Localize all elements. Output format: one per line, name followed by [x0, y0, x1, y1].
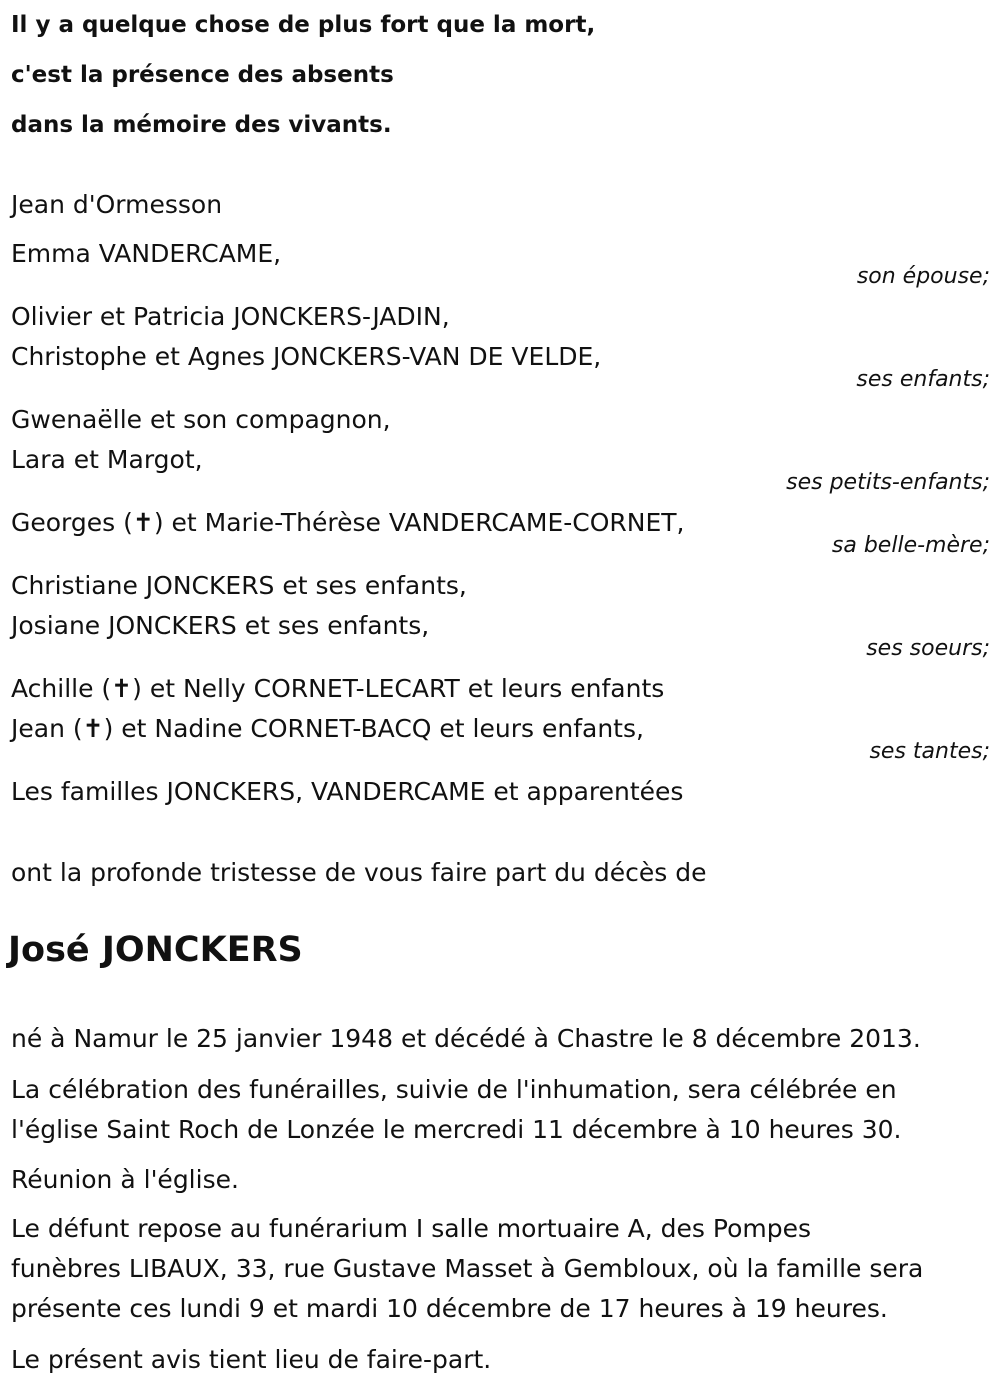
text-segment: Jean ( — [11, 714, 83, 743]
quote-author: Jean d'Ormesson — [11, 190, 223, 219]
text-segment: Achille ( — [11, 674, 112, 703]
cross-icon: ✝ — [82, 714, 104, 743]
family-grandchildren-line-1: Gwenaëlle et son compagnon, — [11, 405, 391, 434]
cross-icon: ✝ — [111, 674, 133, 703]
family-aunts-line-2 — [11, 714, 644, 743]
text-segment: Georges ( — [11, 508, 133, 537]
announcement-text: ont la profonde tristesse de vous faire part du décès de — [11, 858, 707, 887]
family-sisters-line-1: Christiane JONCKERS et ses enfants, — [11, 571, 467, 600]
role-grandchildren: ses petits-enfants; — [786, 470, 990, 495]
funerarium-line-2: funèbres LIBAUX, 33, rue Gustave Masset à Gembloux, où la famille sera — [11, 1254, 924, 1283]
family-grandchildren-line-2: Lara et Margot, — [11, 445, 203, 474]
families-line: Les familles JONCKERS, VANDERCAME et apparentées — [11, 777, 684, 806]
text-segment: ) et Nelly CORNET-LECART et leurs enfants — [132, 674, 665, 703]
quote-line-1: Il y a quelque chose de plus fort que la mort, — [11, 12, 596, 38]
funerarium-line-1: Le défunt repose au funérarium I salle mortuaire A, des Pompes — [11, 1214, 811, 1243]
birth-death-line: né à Namur le 25 janvier 1948 et décédé à Chastre le 8 décembre 2013. — [11, 1024, 921, 1053]
ceremony-line-1: La célébration des funérailles, suivie de l'inhumation, sera célébrée en — [11, 1075, 897, 1104]
meeting-line: Réunion à l'église. — [11, 1165, 239, 1194]
family-children-line-1: Olivier et Patricia JONCKERS-JADIN, — [11, 302, 450, 331]
role-children: ses enfants; — [856, 367, 990, 392]
role-sisters: ses soeurs; — [866, 636, 990, 661]
family-aunts-line-1 — [11, 674, 664, 703]
text-segment: ) et Marie-Thérèse VANDERCAME-CORNET, — [153, 508, 685, 537]
role-aunts: ses tantes; — [869, 739, 990, 764]
ceremony-line-2: l'église Saint Roch de Lonzée le mercredi 11 décembre à 10 heures 30. — [11, 1115, 902, 1144]
text-segment: ) et Nadine CORNET-BACQ et leurs enfants, — [103, 714, 644, 743]
quote-line-2: c'est la présence des absents — [11, 62, 394, 88]
family-sisters-line-2: Josiane JONCKERS et ses enfants, — [11, 611, 430, 640]
family-mother-in-law-line — [11, 508, 684, 537]
notice-line: Le présent avis tient lieu de faire-part. — [11, 1345, 492, 1374]
role-mother-in-law: sa belle-mère; — [831, 533, 990, 558]
cross-icon: ✝ — [132, 508, 154, 537]
funerarium-line-3: présente ces lundi 9 et mardi 10 décembre de 17 heures à 19 heures. — [11, 1294, 888, 1323]
deceased-name: José JONCKERS — [8, 930, 303, 970]
family-spouse-line: Emma VANDERCAME, — [11, 239, 282, 268]
family-children-line-2: Christophe et Agnes JONCKERS-VAN DE VELDE, — [11, 342, 602, 371]
role-spouse: son épouse; — [856, 264, 990, 289]
quote-line-3: dans la mémoire des vivants. — [11, 112, 392, 138]
